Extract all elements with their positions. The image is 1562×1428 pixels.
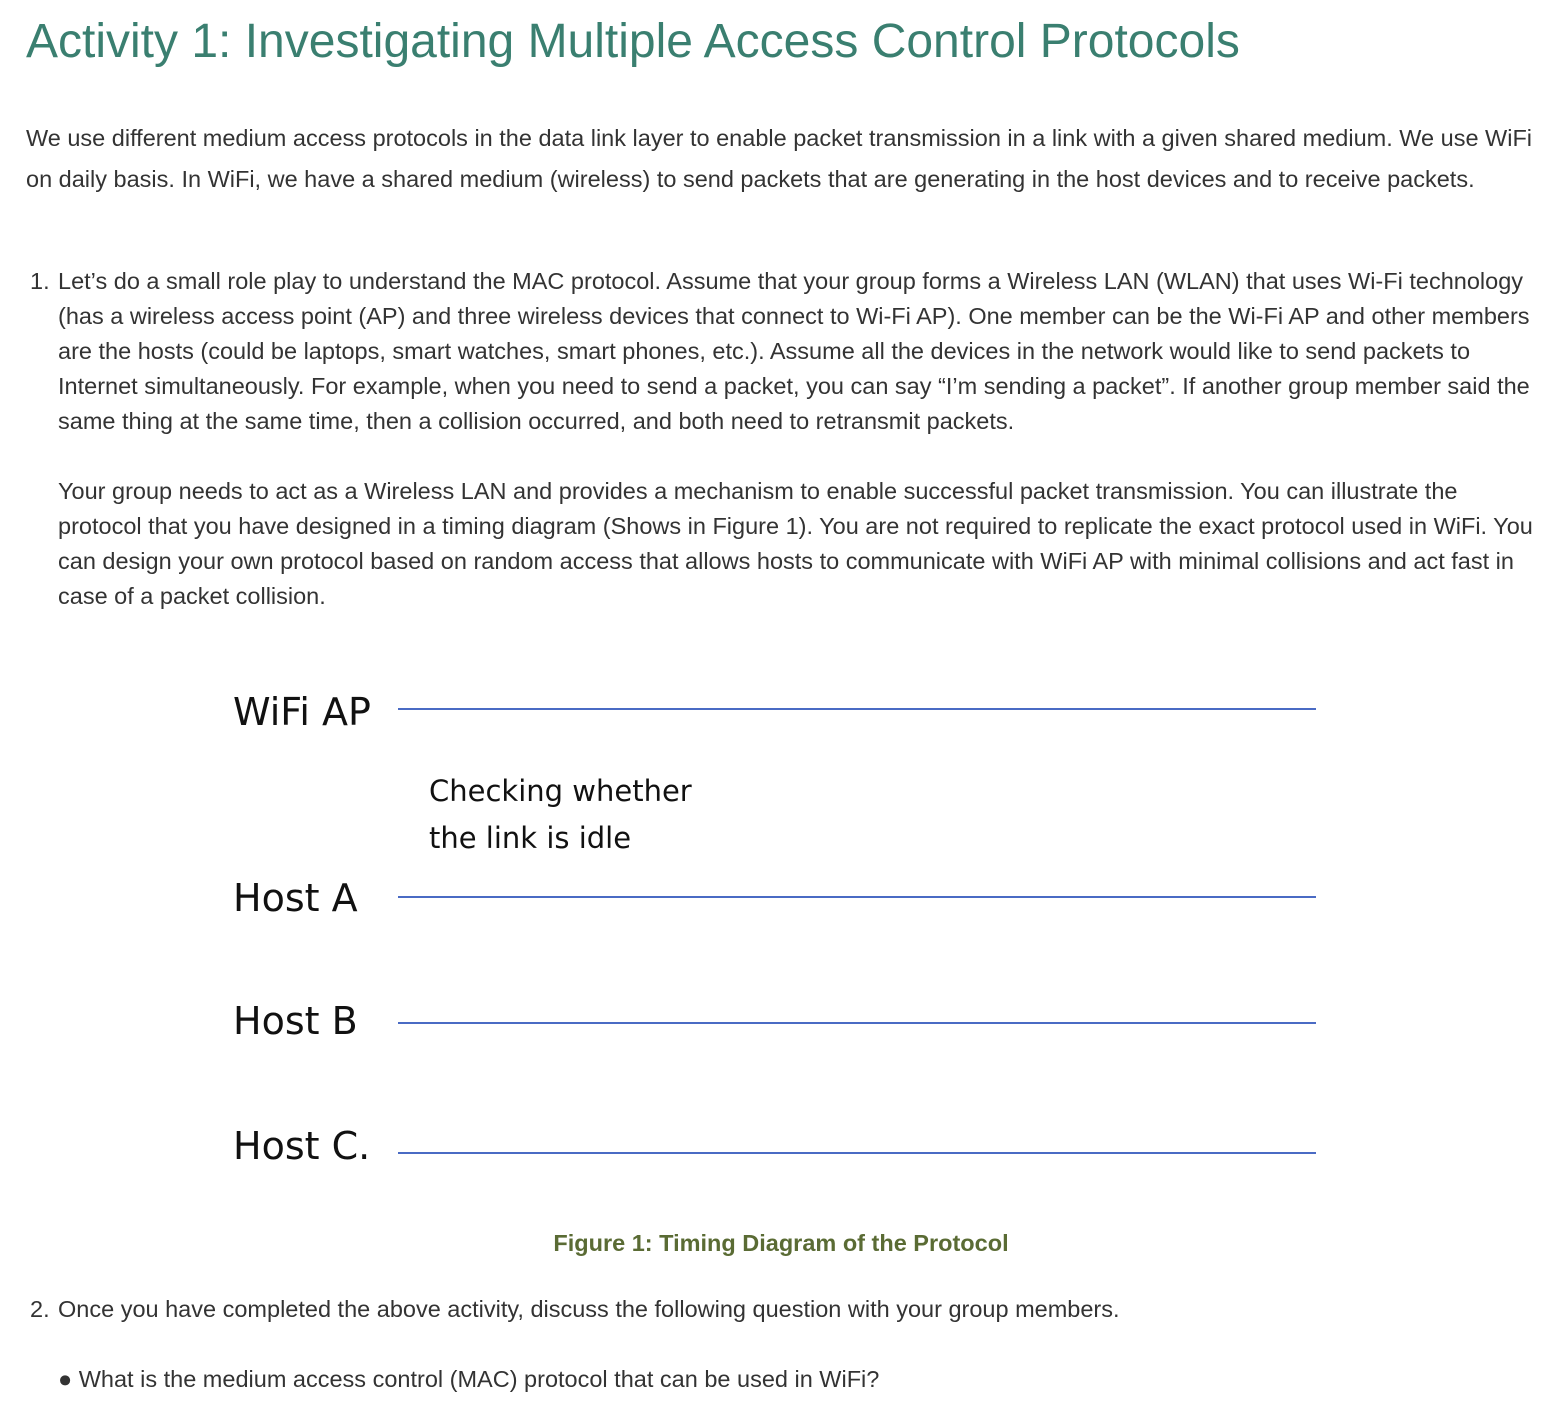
intro-paragraph: We use different medium access protocols in the data link layer to enable packet transmission in a link with a given shared medium. We use WiFi on daily basis. In WiFi, we have a shared medium (wireless) to send packets that are generating in the host devices and to receive packets. [26, 125, 1533, 192]
bullet-icon: ● [58, 1366, 73, 1392]
lane-line-host-b [398, 1022, 1316, 1024]
lane-label-host-c: Host C. [233, 1124, 371, 1168]
list-number: 2. [30, 1296, 50, 1322]
lane-line-host-c [398, 1152, 1316, 1154]
list-number: 1. [30, 268, 50, 294]
lane-label-host-a: Host A [233, 876, 358, 920]
list-item-body [58, 264, 1538, 614]
lane-line-host-a [398, 896, 1316, 898]
bullet-question: What is the medium access control (MAC) protocol that can be used in WiFi? [78, 1366, 880, 1392]
diagram-note-line1: Checking whether [429, 774, 692, 808]
figure-caption: Figure 1: Timing Diagram of the Protocol [553, 1230, 1009, 1256]
lane-label-host-b: Host B [233, 999, 358, 1043]
lane-line-wifi-ap [398, 708, 1316, 710]
timing-diagram [0, 680, 1562, 1200]
diagram-note-line2: the link is idle [429, 821, 632, 855]
list-item-body [58, 1292, 1538, 1327]
role-play-paragraph: Let’s do a small role play to understand the MAC protocol. Assume that your group forms a Wireless LAN (WLAN) that uses Wi-Fi technology (has a wireless access point (AP) and three wireless devices that connect to Wi-Fi AP). One member can be the Wi-Fi AP and other members are the hosts (could be laptops, smart watches, smart phones, etc.). Assume all the devices in the network would like to send packets to Internet simultaneously. For example, when you need to send a packet, you can say “I’m sending a packet”. If another group member said the same thing at the same time, then a collision occurred, and both need to retransmit packets. [58, 268, 1530, 434]
lane-label-wifi-ap: WiFi AP [233, 690, 371, 734]
diagram-note [429, 768, 692, 862]
page-title: Activity 1: Investigating Multiple Access Control Protocols [26, 15, 1240, 68]
protocol-design-paragraph: Your group needs to act as a Wireless LAN and provides a mechanism to enable successful packet transmission. You can illustrate the protocol that you have designed in a timing diagram (Shows in Figure 1). You are not required to replicate the exact protocol used in WiFi. You can design your own protocol based on random access that allows hosts to communicate with WiFi AP with minimal collisions and act fast in case of a packet collision. [58, 478, 1533, 609]
bullet-item [58, 1366, 879, 1393]
discussion-paragraph: Once you have completed the above activity, discuss the following question with your group members. [58, 1296, 1120, 1322]
